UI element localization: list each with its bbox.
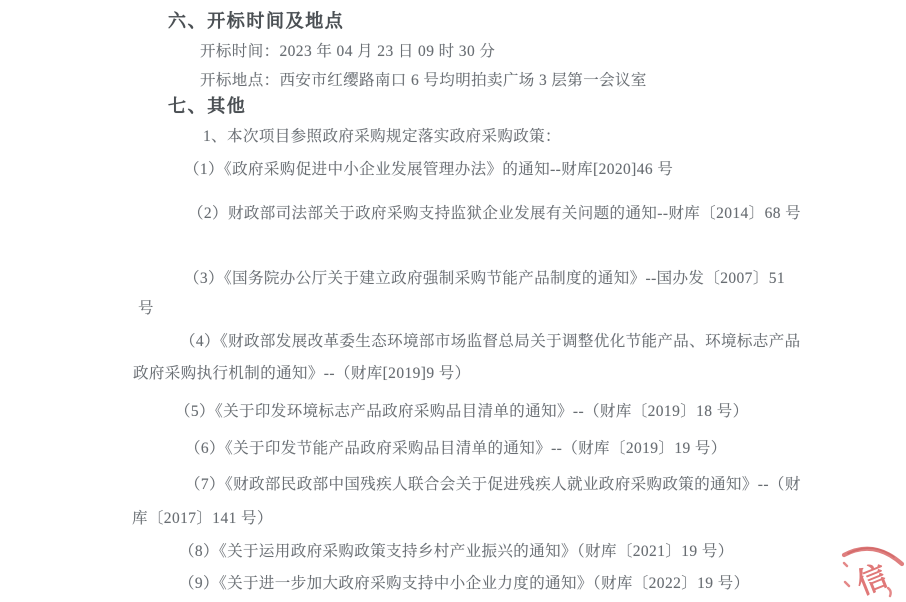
policy-item-3: （3）《国务院办公厅关于建立政府强制采购节能产品制度的通知》--国办发〔2007〕51 bbox=[184, 270, 786, 287]
policy-item-7: （7）《财政部民政部中国残疾人联合会关于促进残疾人就业政府采购政策的通知》--（财 bbox=[185, 476, 801, 493]
policy-item-1: （1）《政府采购促进中小企业发展管理办法》的通知--财库[2020]46 号 bbox=[184, 161, 674, 178]
section-six-heading: 六、开标时间及地点 bbox=[168, 11, 345, 31]
policy-item-7-continuation: 库〔2017〕141 号） bbox=[132, 510, 273, 527]
policy-item-3-continuation: 号 bbox=[138, 300, 154, 317]
red-seal-stamp-icon bbox=[836, 528, 906, 602]
seal-character: 信 bbox=[852, 559, 893, 602]
policy-item-8: （8）《关于运用政府采购政策支持乡村产业振兴的通知》（财库〔2021〕19 号） bbox=[179, 543, 734, 560]
policy-item-4-continuation: 政府采购执行机制的通知》--（财库[2019]9 号） bbox=[133, 365, 471, 382]
bid-opening-location-line: 开标地点：西安市红缨路南口 6 号均明拍卖广场 3 层第一会议室 bbox=[200, 72, 647, 89]
bid-opening-time-line: 开标时间：2023 年 04 月 23 日 09 时 30 分 bbox=[200, 43, 496, 60]
policy-item-4: （4）《财政部发展改革委生态环境部市场监督总局关于调整优化节能产品、环境标志产品 bbox=[180, 333, 801, 350]
policy-item-5: （5）《关于印发环境标志产品政府采购品目清单的通知》--（财库〔2019〕18 号） bbox=[175, 403, 749, 420]
policy-intro-line: 1、本次项目参照政府采购规定落实政府采购政策： bbox=[203, 128, 561, 145]
policy-item-2: （2）财政部司法部关于政府采购支持监狱企业发展有关问题的通知--财库〔2014〕68 号 bbox=[188, 205, 802, 222]
section-seven-heading: 七、其他 bbox=[168, 96, 247, 116]
policy-item-6: （6）《关于印发节能产品政府采购品目清单的通知》--（财库〔2019〕19 号） bbox=[185, 440, 727, 457]
policy-item-9: （9）《关于进一步加大政府采购支持中小企业力度的通知》（财库〔2022〕19 号） bbox=[179, 575, 750, 592]
